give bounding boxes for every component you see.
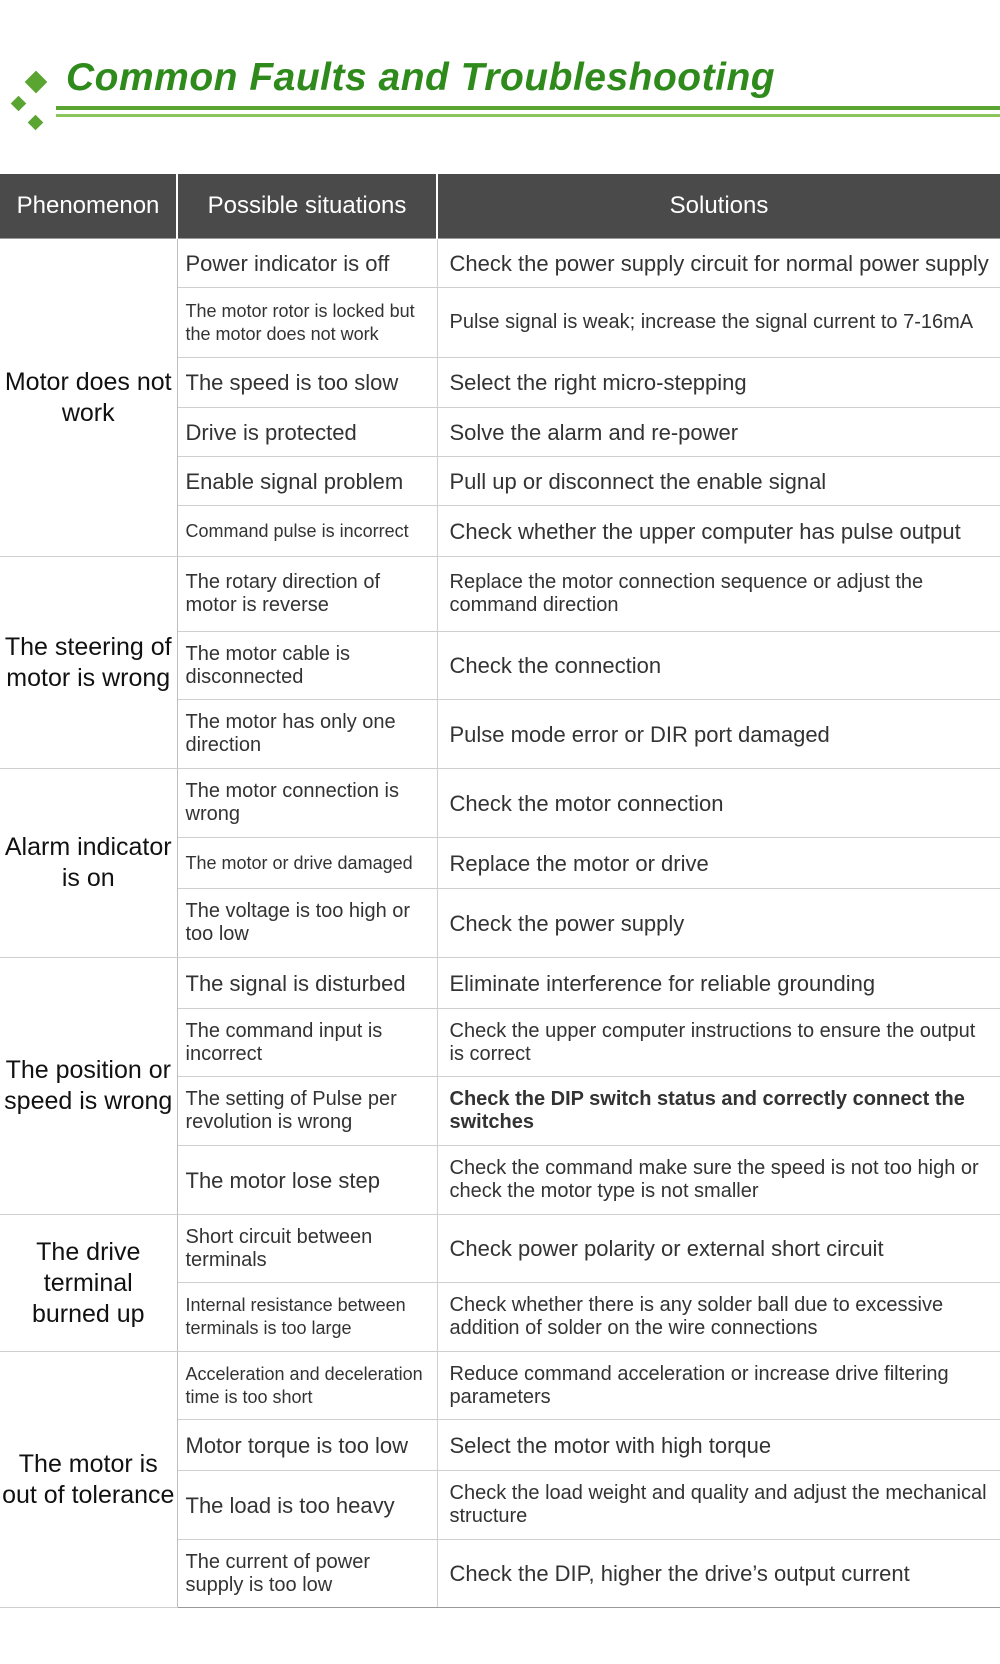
diamond-icon: [28, 115, 44, 131]
situation-cell: Drive is protected: [177, 408, 437, 457]
page-title: Common Faults and Troubleshooting: [66, 56, 776, 99]
solution-cell: Check the motor connection: [437, 769, 1000, 838]
solution-cell: Eliminate interference for reliable grounding: [437, 958, 1000, 1009]
page-header: [0, 0, 1000, 150]
title-underline-secondary: [56, 114, 1000, 117]
solution-cell: Check the DIP switch status and correctly connect the switches: [437, 1077, 1000, 1146]
situation-cell: The voltage is too high or too low: [177, 889, 437, 958]
solution-cell: Reduce command acceleration or increase drive filtering parameters: [437, 1352, 1000, 1420]
situation-cell: The load is too heavy: [177, 1471, 437, 1540]
solution-cell: Select the right micro-stepping: [437, 358, 1000, 408]
table-row: [0, 1215, 1000, 1283]
situation-cell: Enable signal problem: [177, 457, 437, 506]
table-row: [0, 557, 1000, 632]
situation-cell: Acceleration and deceleration time is too short: [177, 1352, 437, 1420]
solution-cell: Check the power supply: [437, 889, 1000, 958]
solution-cell: Check power polarity or external short circuit: [437, 1215, 1000, 1283]
situation-cell: Short circuit between terminals: [177, 1215, 437, 1283]
solution-cell: Check whether the upper computer has pulse output: [437, 506, 1000, 557]
situation-cell: The motor rotor is locked but the motor does not work: [177, 288, 437, 358]
phenomenon-cell: The position or speed is wrong: [0, 958, 177, 1215]
phenomenon-cell: The motor is out of tolerance: [0, 1352, 177, 1608]
column-header-solutions: Solutions: [437, 174, 1000, 239]
situation-cell: The rotary direction of motor is reverse: [177, 557, 437, 632]
situation-cell: Internal resistance between terminals is too large: [177, 1283, 437, 1352]
solution-cell: Check the DIP, higher the drive’s output current: [437, 1540, 1000, 1608]
solution-cell: Check the connection: [437, 632, 1000, 700]
situation-cell: The setting of Pulse per revolution is wrong: [177, 1077, 437, 1146]
solution-cell: Select the motor with high torque: [437, 1420, 1000, 1471]
situation-cell: Command pulse is incorrect: [177, 506, 437, 557]
table-row: [0, 769, 1000, 838]
situation-cell: Power indicator is off: [177, 239, 437, 288]
situation-cell: The motor lose step: [177, 1146, 437, 1215]
situation-cell: The motor connection is wrong: [177, 769, 437, 838]
column-header-phenomenon: Phenomenon: [0, 174, 177, 239]
title-underline: [56, 106, 1000, 110]
solution-cell: Replace the motor connection sequence or adjust the command direction: [437, 557, 1000, 632]
solution-cell: Solve the alarm and re-power: [437, 408, 1000, 457]
diamond-icon: [11, 96, 27, 112]
situation-cell: The motor cable is disconnected: [177, 632, 437, 700]
table-row: [0, 239, 1000, 288]
situation-cell: Motor torque is too low: [177, 1420, 437, 1471]
solution-cell: Pulse signal is weak; increase the signal current to 7-16mA: [437, 288, 1000, 358]
table-row: [0, 958, 1000, 1009]
solution-cell: Replace the motor or drive: [437, 838, 1000, 889]
phenomenon-cell: The steering of motor is wrong: [0, 557, 177, 769]
solution-cell: Check the load weight and quality and adjust the mechanical structure: [437, 1471, 1000, 1540]
solution-cell: Check the command make sure the speed is not too high or check the motor type is not smaller: [437, 1146, 1000, 1215]
solution-cell: Check the power supply circuit for normal power supply: [437, 239, 1000, 288]
phenomenon-cell: Alarm indicator is on: [0, 769, 177, 958]
solution-cell: Pull up or disconnect the enable signal: [437, 457, 1000, 506]
solution-cell: Pulse mode error or DIR port damaged: [437, 700, 1000, 769]
situation-cell: The motor or drive damaged: [177, 838, 437, 889]
column-header-situations: Possible situations: [177, 174, 437, 239]
phenomenon-cell: Motor does not work: [0, 239, 177, 557]
solution-cell: Check whether there is any solder ball due to excessive addition of solder on the wire connections: [437, 1283, 1000, 1352]
situation-cell: The signal is disturbed: [177, 958, 437, 1009]
phenomenon-cell: The drive terminal burned up: [0, 1215, 177, 1352]
situation-cell: The speed is too slow: [177, 358, 437, 408]
situation-cell: The command input is incorrect: [177, 1009, 437, 1077]
table-row: [0, 1352, 1000, 1420]
diamond-icon: [25, 71, 48, 94]
situation-cell: The current of power supply is too low: [177, 1540, 437, 1608]
situation-cell: The motor has only one direction: [177, 700, 437, 769]
troubleshooting-table: [0, 174, 1000, 1608]
table-header-row: [0, 174, 1000, 239]
solution-cell: Check the upper computer instructions to ensure the output is correct: [437, 1009, 1000, 1077]
